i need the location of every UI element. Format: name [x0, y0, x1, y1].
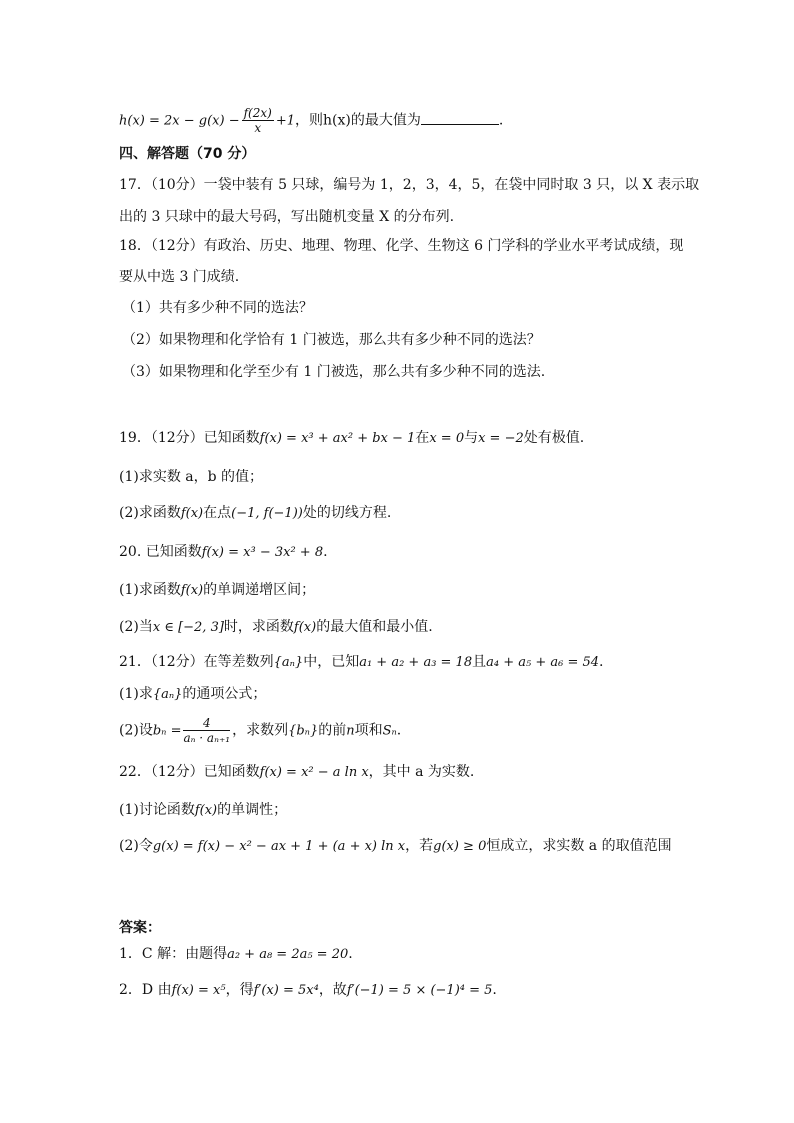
q19-sub2: [119, 503, 391, 524]
q19-line: [119, 428, 584, 449]
q19-sub2-func: f(x): [180, 506, 204, 521]
q20-end: .: [323, 544, 328, 560]
q16-text: ，则h(x)的最大值为: [294, 112, 421, 129]
q21-sub2-seq: {bₙ}: [288, 723, 319, 739]
answer-2-math2: f′(x) = 5x⁴: [253, 983, 319, 998]
q20-sub2-func: f(x): [293, 620, 317, 635]
q18-line1: 18．（12分）有政治、历史、地理、物理、化学、生物这 6 门学科的学业水平考试成绩，现: [119, 238, 684, 254]
q21-sub2-intro: (2)设: [119, 722, 153, 739]
answer-2-text: 2．D 由: [119, 982, 172, 998]
answer-2-text3: ，故: [318, 982, 347, 998]
q21-fraction: [183, 716, 230, 745]
answer-1: [119, 944, 353, 965]
q22-sub1-intro: (1)讨论函数: [119, 802, 195, 818]
q18-sub1: （1）共有多少种不同的选法？: [122, 300, 313, 316]
q21-sub1-seq: {aₙ}: [152, 687, 183, 702]
q21-eq2: a₄ + a₅ + a₆ = 54: [486, 655, 600, 670]
q16-h-expression: h(x) = 2x − g(x) −: [119, 113, 240, 129]
q22-sub2-end: 恒成立，求实数 a 的取值范围: [486, 838, 672, 854]
q21-sub2-text2: 的前: [318, 722, 347, 739]
q21-frac-numerator: 4: [183, 716, 230, 731]
q16-answer-blank[interactable]: [421, 112, 499, 125]
answers-title: 答案：: [119, 920, 161, 936]
q21-frac-denominator: aₙ · aₙ₊₁: [183, 731, 231, 745]
q19-point2: x = −2: [478, 431, 524, 446]
q19-sub2-text: 在点: [203, 505, 232, 521]
q20-sub2-text: 时，求函数: [223, 619, 294, 635]
q22-sub1: [119, 800, 287, 821]
q16-frac-numerator: f(2x): [243, 106, 272, 120]
section-heading: 四、解答题（70 分）: [119, 146, 256, 162]
q21-sub2-bn: bₙ =: [152, 723, 182, 739]
q16-end: .: [498, 112, 504, 129]
q22-text: ，其中 a 为实数.: [368, 764, 475, 780]
q21-sub2-end: .: [396, 722, 402, 739]
q16-fraction: [242, 106, 274, 135]
q21-sub1-intro: (1)求: [119, 686, 153, 702]
q20-sub2: [119, 617, 433, 638]
q19-sub2-end: 处的切线方程.: [302, 505, 392, 521]
answer-2-math1: f(x) = x⁵: [171, 983, 226, 998]
q21-line: [119, 652, 603, 673]
q21-sub2-text: ，求数列: [232, 722, 289, 739]
answer-2: [119, 980, 497, 1001]
q22-line: [119, 762, 474, 783]
q21-sub1-end: 的通项公式；: [182, 686, 267, 702]
q20-sub2-end: 的最大值和最小值.: [316, 619, 433, 635]
q22-sub2: [119, 836, 672, 857]
q21-intro: 21．（12分）在等差数列: [119, 654, 274, 670]
q20-sub1: [119, 580, 315, 601]
q21-sub2-n: n: [346, 723, 355, 739]
q18-line2: 要从中选 3 门成绩.: [119, 269, 240, 285]
q21-sub2-sum: Sₙ: [382, 723, 397, 739]
q21-text: 中，已知: [303, 654, 360, 670]
q16-tail-line: [119, 106, 503, 135]
answer-1-end: .: [348, 946, 353, 962]
q22-sub2-intro: (2)令: [119, 838, 153, 854]
answer-1-text: 1．C 解：由题得: [119, 946, 228, 962]
q19-intro: 19．（12分）已知函数: [119, 430, 260, 446]
q20-sub2-intro: (2)当: [119, 619, 153, 635]
q19-sub2-intro: (2)求函数: [119, 505, 181, 521]
q17-line2: 出的 3 只球中的最大号码，写出随机变量 X 的分布列.: [119, 209, 455, 225]
q19-text-and: 与: [464, 430, 479, 446]
q22-sub2-text: ，若: [405, 838, 434, 854]
answer-2-text2: ，得: [225, 982, 254, 998]
q22-intro: 22．（12分）已知函数: [119, 764, 260, 780]
q20-sub2-interval: x ∈ [−2, 3]: [152, 620, 224, 635]
q17-line1: 17．（10分）一袋中装有 5 只球，编号为 1，2，3，4，5，在袋中同时取 3 只，以 X 表示取: [119, 177, 700, 193]
q21-sub2: [119, 716, 401, 745]
q22-sub2-g: g(x) = f(x) − x² − ax + 1 + (a + x) ln x: [152, 839, 406, 854]
q20-function: f(x) = x³ − 3x² + 8: [201, 545, 324, 560]
q21-eq1: a₁ + a₂ + a₃ = 18: [359, 655, 473, 670]
q21-sub2-text3: 项和: [354, 722, 383, 739]
q21-seq: {aₙ}: [273, 655, 304, 670]
q18-sub3: （3）如果物理和化学至少有 1 门被选，那么共有多少种不同的选法.: [122, 364, 546, 380]
q18-sub2: （2）如果物理和化学恰有 1 门被选，那么共有多少种不同的选法？: [122, 332, 541, 348]
answer-2-math3: f′(−1) = 5 × (−1)⁴ = 5: [346, 983, 493, 998]
q20-sub1-intro: (1)求函数: [119, 582, 181, 598]
q20-line: [119, 542, 328, 563]
q22-function: f(x) = x² − a ln x: [259, 765, 369, 780]
q19-text-end: 处有极值.: [523, 430, 585, 446]
q22-sub1-end: 的单调性；: [217, 802, 288, 818]
q19-sub1: (1)求实数 a，b 的值；: [119, 469, 264, 485]
q20-sub1-func: f(x): [180, 583, 204, 598]
q21-and: 且: [472, 654, 487, 670]
q20-sub1-end: 的单调递增区间；: [203, 582, 316, 598]
q16-suffix: +1: [275, 113, 295, 129]
answer-1-math: a₂ + a₈ = 2a₅ = 20: [227, 947, 349, 962]
q21-end: .: [599, 654, 604, 670]
q22-sub2-cond: g(x) ≥ 0: [433, 839, 487, 854]
answer-2-end: .: [492, 982, 497, 998]
q20-intro: 20. 已知函数: [119, 544, 202, 560]
q19-text-at: 在: [415, 430, 430, 446]
q21-sub1: [119, 684, 266, 705]
q19-function: f(x) = x³ + ax² + bx − 1: [259, 431, 416, 446]
q19-sub2-point: (−1, f(−1)): [231, 506, 303, 521]
q16-frac-denominator: x: [254, 121, 262, 135]
q19-point1: x = 0: [429, 431, 465, 446]
q22-sub1-func: f(x): [194, 803, 218, 818]
